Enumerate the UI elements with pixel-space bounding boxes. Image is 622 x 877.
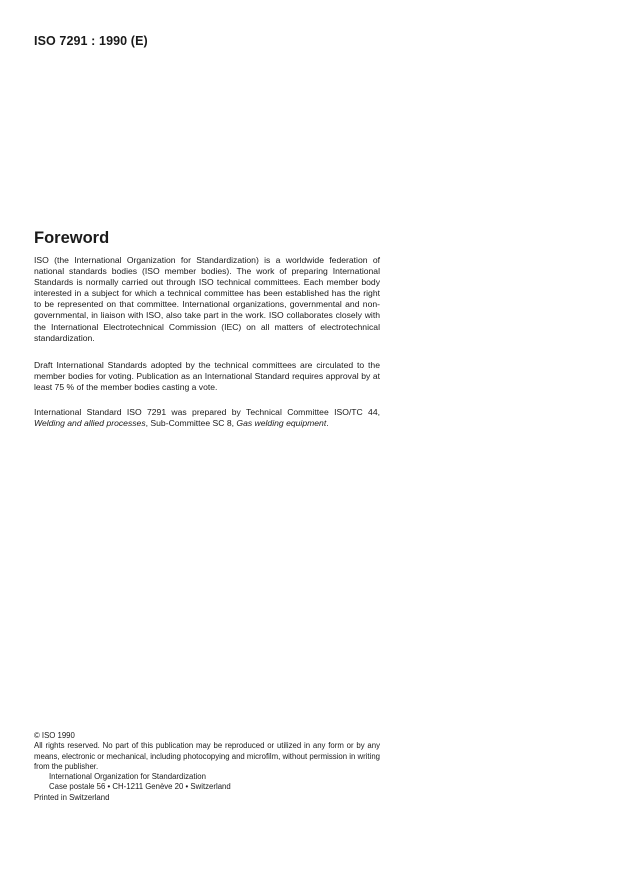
paragraph-3-prefix: International Standard ISO 7291 was prepared by Technical Committee ISO/TC 44,: [34, 407, 380, 417]
copyright-notice: © ISO 1990: [34, 731, 75, 740]
section-title-foreword: Foreword: [34, 229, 110, 247]
sub-committee-name: Gas welding equipment: [236, 418, 327, 429]
publisher-address: Case postale 56 • CH-1211 Genève 20 • Switzerland: [49, 782, 231, 792]
paragraph-3-middle: , Sub-Committee SC 8,: [145, 418, 234, 429]
document-header-id: ISO 7291 : 1990 (E): [34, 34, 148, 48]
publisher-organization: International Organization for Standardization: [49, 772, 206, 782]
foreword-paragraph-1: ISO (the International Organization for Standardization) is a worldwide federation of national standards bodies (ISO member bodies). The work of preparing International Standards is normally carried out through ISO technical committees. Each member body interested in a subject for which a technical committee has been established has the right to be represented on that committee. International organizations, governmental and non-governmental, in liaison with ISO, also take part in the work. ISO collaborates closely with the International Electrotechnical Commission (IEC) on all matters of electrotechnical standardization.: [34, 255, 380, 343]
technical-committee-name: Welding and allied processes: [34, 418, 146, 429]
copyright-footer: [34, 731, 380, 803]
foreword-paragraph-2: Draft International Standards adopted by the technical committees are circulated to the member bodies for voting. Publication as an International Standard requires approval by at least 75 % of the member bodies casting a vote.: [34, 360, 380, 393]
rights-statement: All rights reserved. No part of this publication may be reproduced or utilized in any form or by any means, electronic or mechanical, including photocopying and microfilm, without permission in writing from the publisher.: [34, 741, 380, 771]
paragraph-3-suffix: .: [326, 418, 329, 429]
foreword-paragraph-3: [34, 407, 380, 429]
printed-location: Printed in Switzerland: [34, 792, 110, 802]
